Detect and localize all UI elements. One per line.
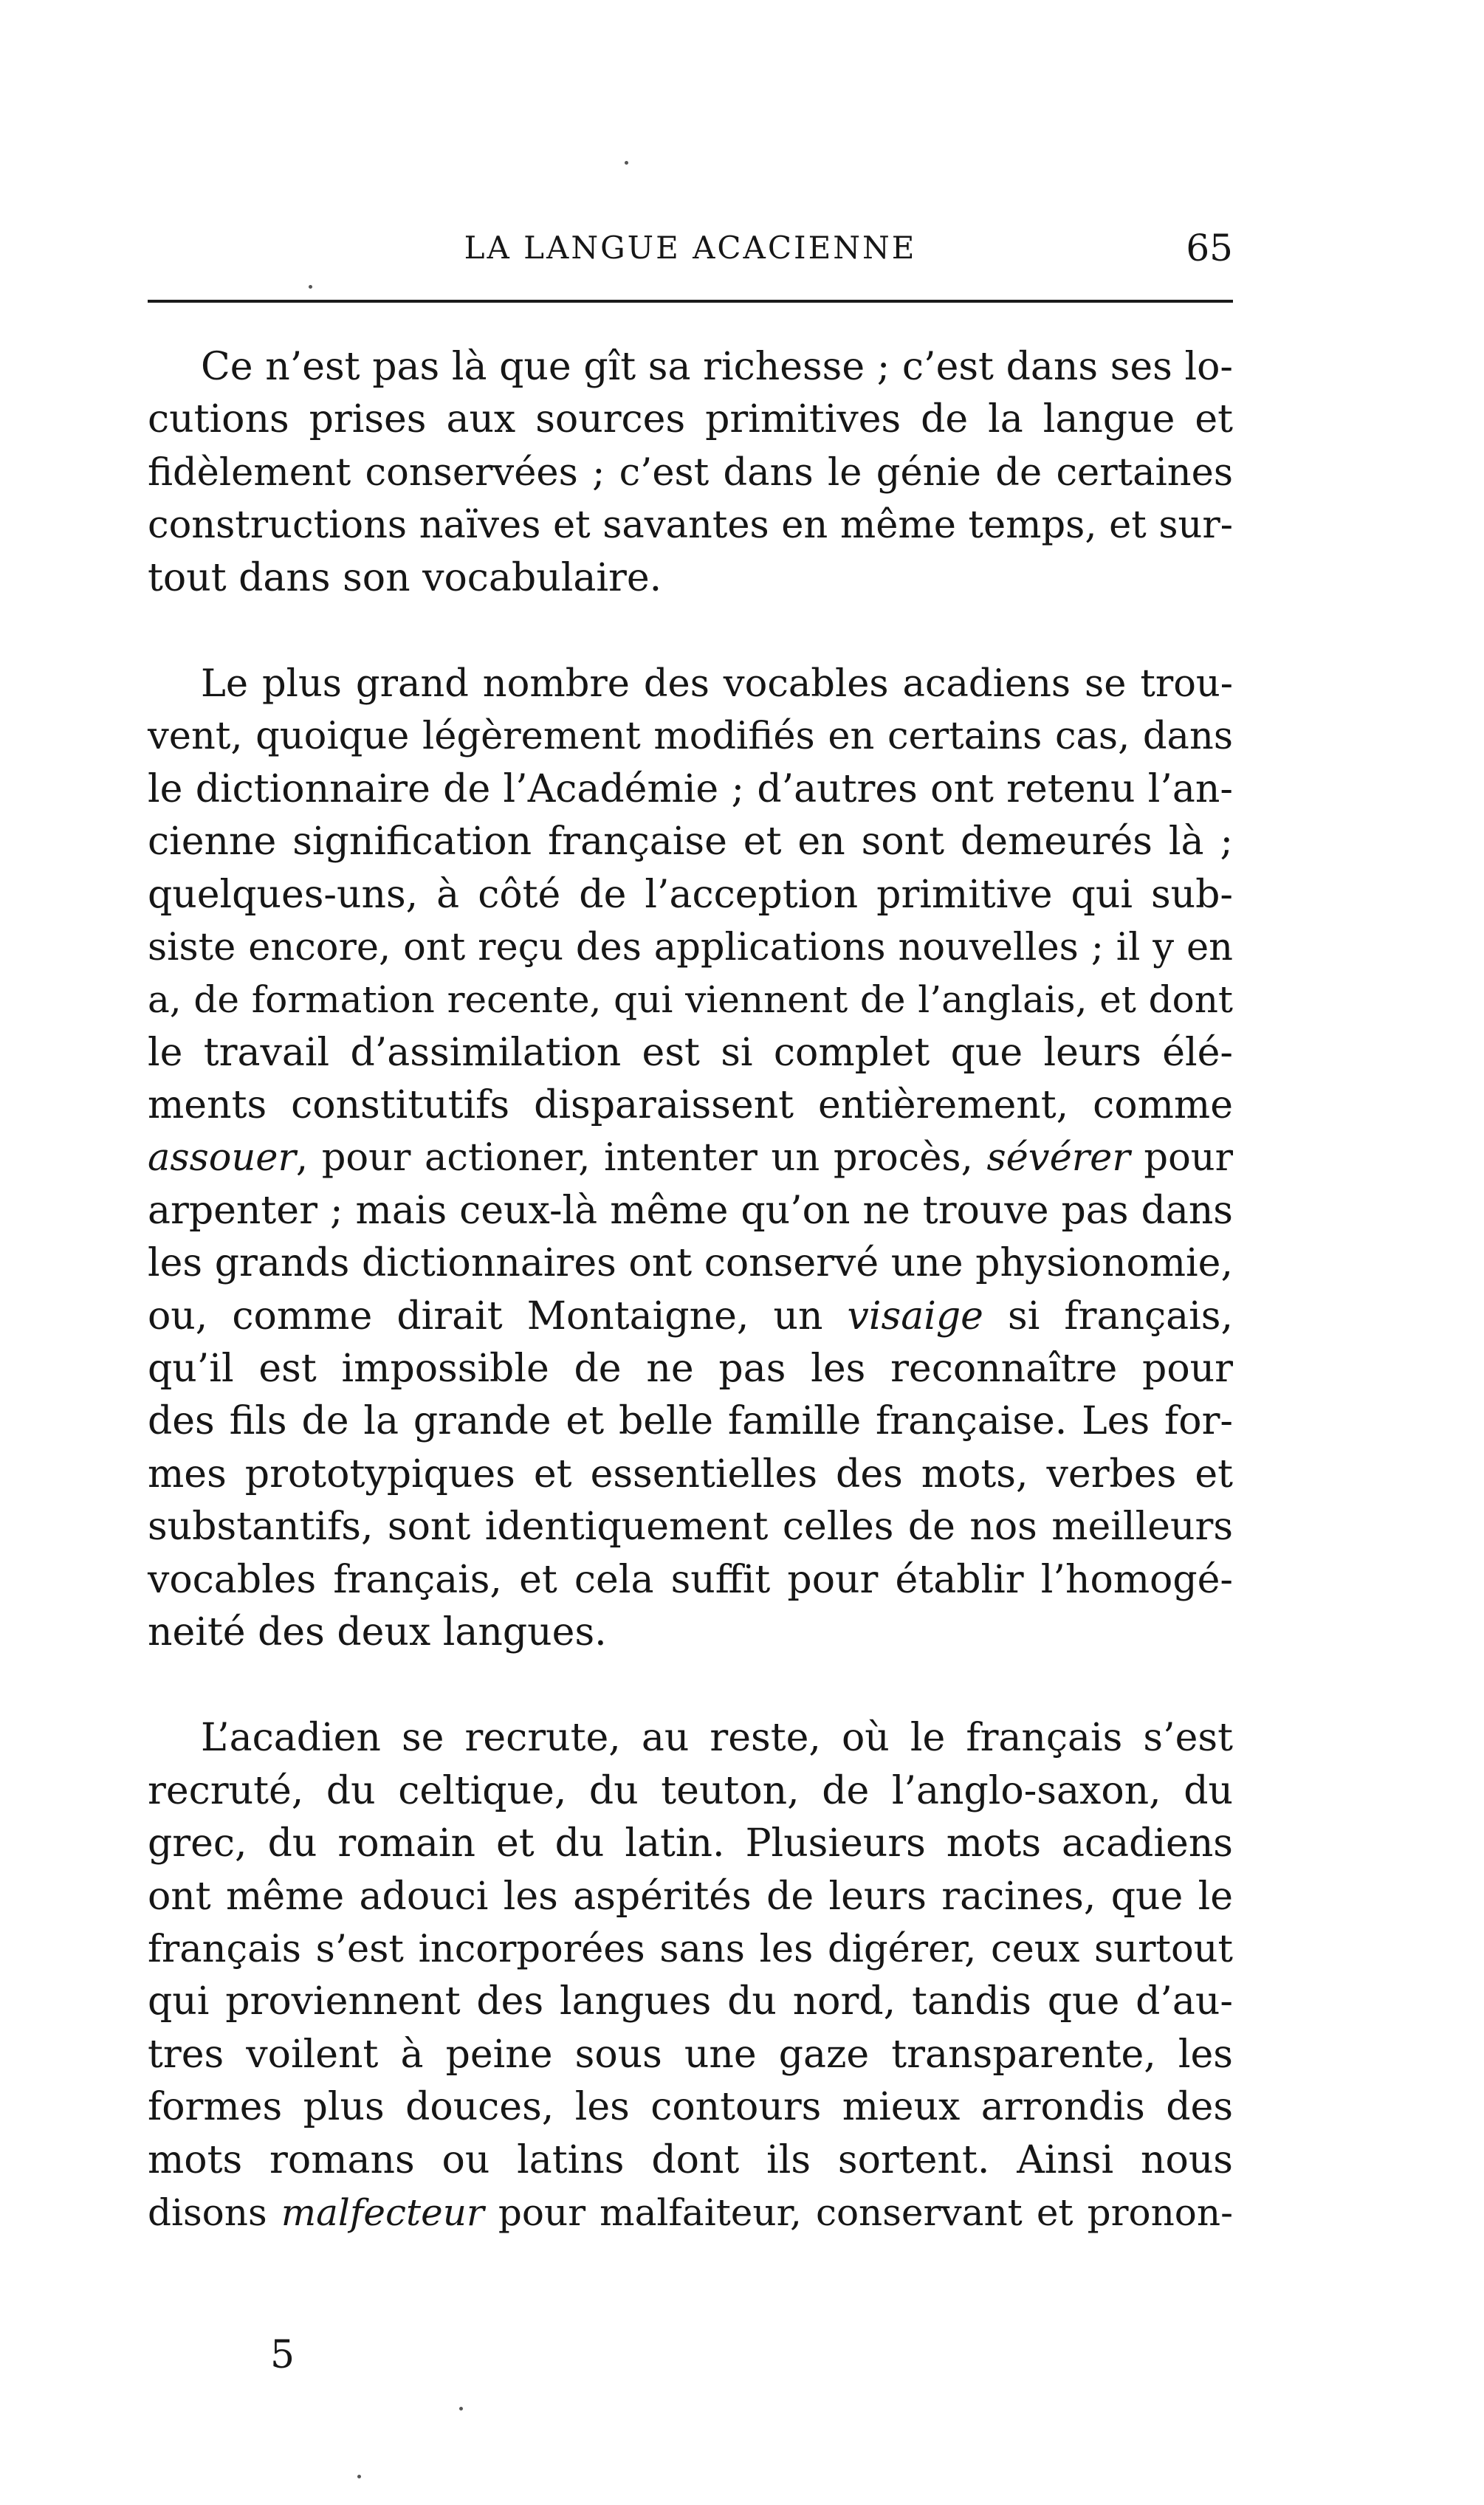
running-head: [148, 219, 1233, 278]
text-line: quelques-uns, à côté de l’acception primitive qui sub-: [148, 872, 1233, 917]
text-line: tout dans son vocabulaire.: [148, 555, 662, 600]
text-line: arpenter ; mais ceux-là même qu’on ne trouve pas dans: [148, 1188, 1233, 1233]
running-title: LA LANGUE ACACIENNE: [464, 230, 917, 266]
text-line: substantifs, sont identiquement celles de nos meilleurs: [148, 1505, 1233, 1550]
text-line: grec, du romain et du latin. Plusieurs mots acadiens: [148, 1821, 1233, 1866]
text-line: a, de formation recente, qui viennent de l’anglais, et dont: [148, 978, 1233, 1022]
text-line: ments constitutifs disparaissent entièrement, comme: [148, 1083, 1233, 1128]
text-line: vocables français, et cela suffit pour établir l’homogé-: [148, 1557, 1233, 1602]
text-run: si français,: [983, 1293, 1233, 1339]
text-line: mots romans ou latins dont ils sortent. Ainsi nous: [148, 2137, 1233, 2182]
text-line: formes plus douces, les contours mieux arrondis des: [148, 2085, 1233, 2130]
text-line: [148, 2187, 1233, 2239]
text-line: neité des deux langues.: [148, 1609, 607, 1654]
text-line: qui proviennent des langues du nord, tandis que d’au-: [148, 1979, 1233, 2024]
paragraph-3: [148, 1712, 1233, 2239]
text-line: qu’il est impossible de ne pas les reconnaître pour: [148, 1347, 1233, 1392]
text-run: disons: [148, 2190, 281, 2234]
text-line: siste encore, ont reçu des applications nouvelles ; il y en: [148, 925, 1233, 969]
print-speck: [357, 2475, 361, 2478]
text-line: Ce n’est pas là que gît sa richesse ; c’est dans ses lo-: [201, 345, 1233, 389]
print-speck: [309, 285, 312, 289]
text-line: cutions prises aux sources primitives de la langue et: [148, 397, 1233, 442]
paragraph-1: [148, 341, 1233, 605]
text-line: français s’est incorporées sans les digérer, ceux surtout: [148, 1927, 1233, 1971]
text-line: ont même adouci les aspérités de leurs racines, que le: [148, 1874, 1233, 1919]
text-line: le travail d’assimilation est si complet que leurs élé-: [148, 1030, 1233, 1075]
body-text: [148, 341, 1233, 2239]
print-speck: [625, 161, 628, 165]
italic-word: malfecteur: [281, 2190, 484, 2234]
page-number: 65: [1186, 227, 1233, 269]
text-run: pour: [1130, 1136, 1233, 1181]
text-line: le dictionnaire de l’Académie ; d’autres ont retenu l’an-: [148, 766, 1233, 811]
text-line: des fils de la grande et belle famille française. Les for-: [148, 1399, 1233, 1444]
text-line: vent, quoique légèrement modifiés en certains cas, dans: [148, 715, 1233, 759]
print-speck: [459, 2407, 463, 2410]
header-rule: [148, 300, 1233, 303]
text-line: [148, 1291, 1233, 1343]
text-line: Le plus grand nombre des vocables acadiens se trou-: [201, 662, 1233, 706]
paragraph-2: [148, 658, 1233, 1659]
italic-word: sévérer: [986, 1136, 1130, 1181]
text-run: pour malfaiteur, conservant et pronon-: [484, 2190, 1234, 2234]
italic-word: visaige: [847, 1293, 983, 1339]
text-line: L’acadien se recrute, au reste, où le français s’est: [201, 1716, 1233, 1761]
text-line: [148, 1132, 1233, 1184]
text-line: cienne signification française et en sont demeurés là ;: [148, 819, 1233, 865]
text-line: constructions naïves et savantes en même temps, et sur-: [148, 504, 1233, 548]
italic-word: assouer: [148, 1136, 296, 1181]
text-line: fidèlement conservées ; c’est dans le génie de certaines: [148, 450, 1233, 495]
text-run: ou, comme dirait Montaigne, un: [148, 1293, 848, 1339]
text-line: tres voilent à peine sous une gaze transparente, les: [148, 2032, 1233, 2077]
signature-mark: 5: [270, 2333, 295, 2377]
text-line: recruté, du celtique, du teuton, de l’anglo-saxon, du: [148, 1768, 1233, 1813]
text-run: , pour actioner, intenter un procès,: [295, 1136, 987, 1181]
text-line: les grands dictionnaires ont conservé une physionomie,: [148, 1241, 1233, 1286]
text-line: mes prototypiques et essentielles des mots, verbes et: [148, 1451, 1233, 1497]
